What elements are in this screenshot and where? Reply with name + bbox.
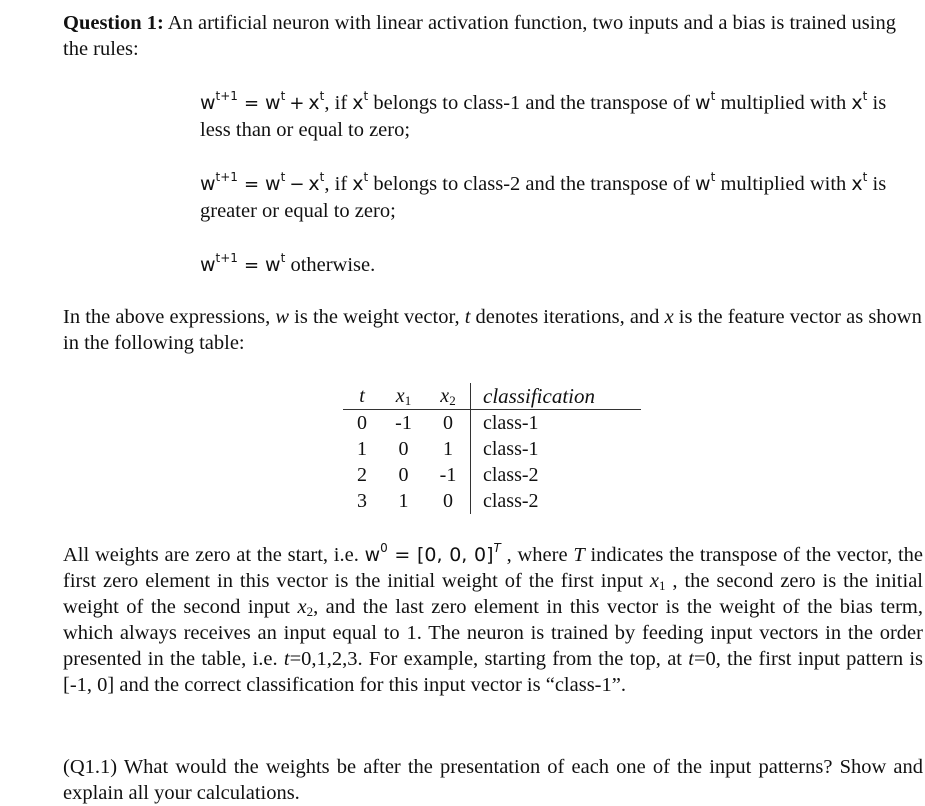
rule1-x: $x^t$ bbox=[352, 89, 369, 114]
update-rule-2 bbox=[200, 171, 920, 224]
rule2-equals: = bbox=[243, 174, 260, 195]
rule1-lhs: $w^{t+1}$ bbox=[200, 89, 238, 114]
rule1-equals: = bbox=[243, 93, 260, 114]
cell-classification: class-2 bbox=[471, 462, 642, 488]
rule1-x2: $x^t$ bbox=[851, 89, 868, 114]
desc-t: t bbox=[464, 306, 471, 328]
rule2-operator: − bbox=[289, 174, 305, 195]
rule2-rhs-x: $x^t$ bbox=[308, 170, 325, 195]
rule3-lhs: $w^{t+1}$ bbox=[200, 251, 238, 276]
rule3-text: otherwise. bbox=[285, 254, 376, 276]
body-x1: $x_1$ bbox=[649, 570, 666, 593]
table-header-row bbox=[343, 383, 641, 410]
rule2-x: $x^t$ bbox=[352, 170, 369, 195]
cell-t: 0 bbox=[357, 411, 367, 434]
rule1-rhs-w: $w^t$ bbox=[265, 89, 286, 114]
cell-t: 1 bbox=[357, 437, 367, 460]
cell-classification: class-1 bbox=[471, 436, 642, 462]
header-t: t bbox=[343, 383, 381, 410]
rule2-w: $w^t$ bbox=[695, 170, 716, 195]
update-rule-3 bbox=[200, 252, 920, 279]
body-t2: t bbox=[688, 648, 694, 670]
feature-table bbox=[343, 383, 641, 514]
cell-x1: 1 bbox=[398, 489, 409, 512]
transpose-symbol: T bbox=[573, 544, 585, 566]
cell-t: 2 bbox=[357, 463, 367, 486]
question-intro-text: An artificial neuron with linear activation function, two inputs and a bias is trained using the rules: bbox=[63, 12, 896, 60]
body-x2: $x_2$ bbox=[297, 596, 314, 619]
rule1-w: $w^t$ bbox=[695, 89, 716, 114]
expression-description: In the above expressions, w is the weight vector, t denotes iterations, and x is the feature vector as shown in the following table: bbox=[63, 306, 922, 354]
rule1-text2: belongs to class-1 and the transpose of bbox=[368, 92, 696, 114]
cell-x2: 1 bbox=[443, 437, 453, 460]
desc-x: x bbox=[664, 306, 674, 328]
rule2-x2: $x^t$ bbox=[851, 170, 868, 195]
w0-symbol: $w^0$ bbox=[364, 541, 388, 566]
initial-weights-paragraph: All weights are zero at the start, i.e. $w^0 = [0$, 0, 0]$^T$ , where T indicates the transpose of the vector, the first zero element in this vector is the initial weight of the first input $x_1$ , the second zero is the initial weight of the second input $x_2$, and the last zero element in this vector is the weight of the bias term, which always receives an input equal to 1. The neuron is trained by feeding input vectors in the order presented in the table, i.e. t=0,1,2,3. For example, starting from the top, at t=0, the first input pattern is [-1, 0] and the correct classification for this input vector is “class-1”. bbox=[63, 541, 924, 696]
cell-classification: class-2 bbox=[471, 488, 642, 514]
initial-weight-vector: [0, 0, 0]$^T$ bbox=[417, 541, 501, 566]
header-x2: $x_2$ bbox=[426, 383, 471, 410]
cell-x2: -1 bbox=[439, 463, 457, 486]
question-label: Question 1: bbox=[63, 12, 164, 34]
header-classification: classification bbox=[471, 383, 642, 410]
desc-w: w bbox=[275, 306, 290, 328]
cell-x1: 0 bbox=[398, 437, 409, 460]
table-row bbox=[343, 436, 641, 462]
rule2-rhs-w: $w^t$ bbox=[265, 170, 286, 195]
rule1-text4: is less than or equal to zero; bbox=[200, 92, 887, 141]
cell-x1: 0 bbox=[398, 463, 409, 486]
rule1-operator: + bbox=[289, 93, 305, 114]
rule2-text1: , if bbox=[324, 173, 353, 195]
cell-x1: -1 bbox=[395, 411, 412, 434]
update-rule-1 bbox=[200, 90, 920, 143]
cell-classification: class-1 bbox=[471, 410, 642, 437]
rule2-text2: belongs to class-2 and the transpose of bbox=[368, 173, 696, 195]
rule2-text3: multiplied with bbox=[715, 173, 852, 195]
table-row bbox=[343, 488, 641, 514]
body-t1: t bbox=[283, 648, 290, 670]
cell-x2: 0 bbox=[443, 411, 453, 434]
subquestion-q1-1: (Q1.1) What would the weights be after the presentation of each one of the input patterns? Show and explain all your calculations. bbox=[63, 756, 923, 804]
rule2-lhs: $w^{t+1}$ bbox=[200, 170, 238, 195]
header-x1: $x_1$ bbox=[381, 383, 426, 410]
rule2-text4: is greater or equal to zero; bbox=[200, 173, 887, 222]
rule3-rhs-w: $w^t$ bbox=[265, 251, 286, 276]
cell-x2: 0 bbox=[443, 489, 453, 512]
rule1-text1: , if bbox=[324, 92, 353, 114]
body-equals: = bbox=[387, 544, 418, 566]
rule3-equals: = bbox=[243, 255, 260, 276]
rule1-rhs-x: $x^t$ bbox=[308, 89, 325, 114]
question-intro bbox=[63, 10, 913, 62]
table-row bbox=[343, 462, 641, 488]
table-row bbox=[343, 410, 641, 437]
cell-t: 3 bbox=[357, 489, 367, 512]
rule1-text3: multiplied with bbox=[715, 92, 852, 114]
